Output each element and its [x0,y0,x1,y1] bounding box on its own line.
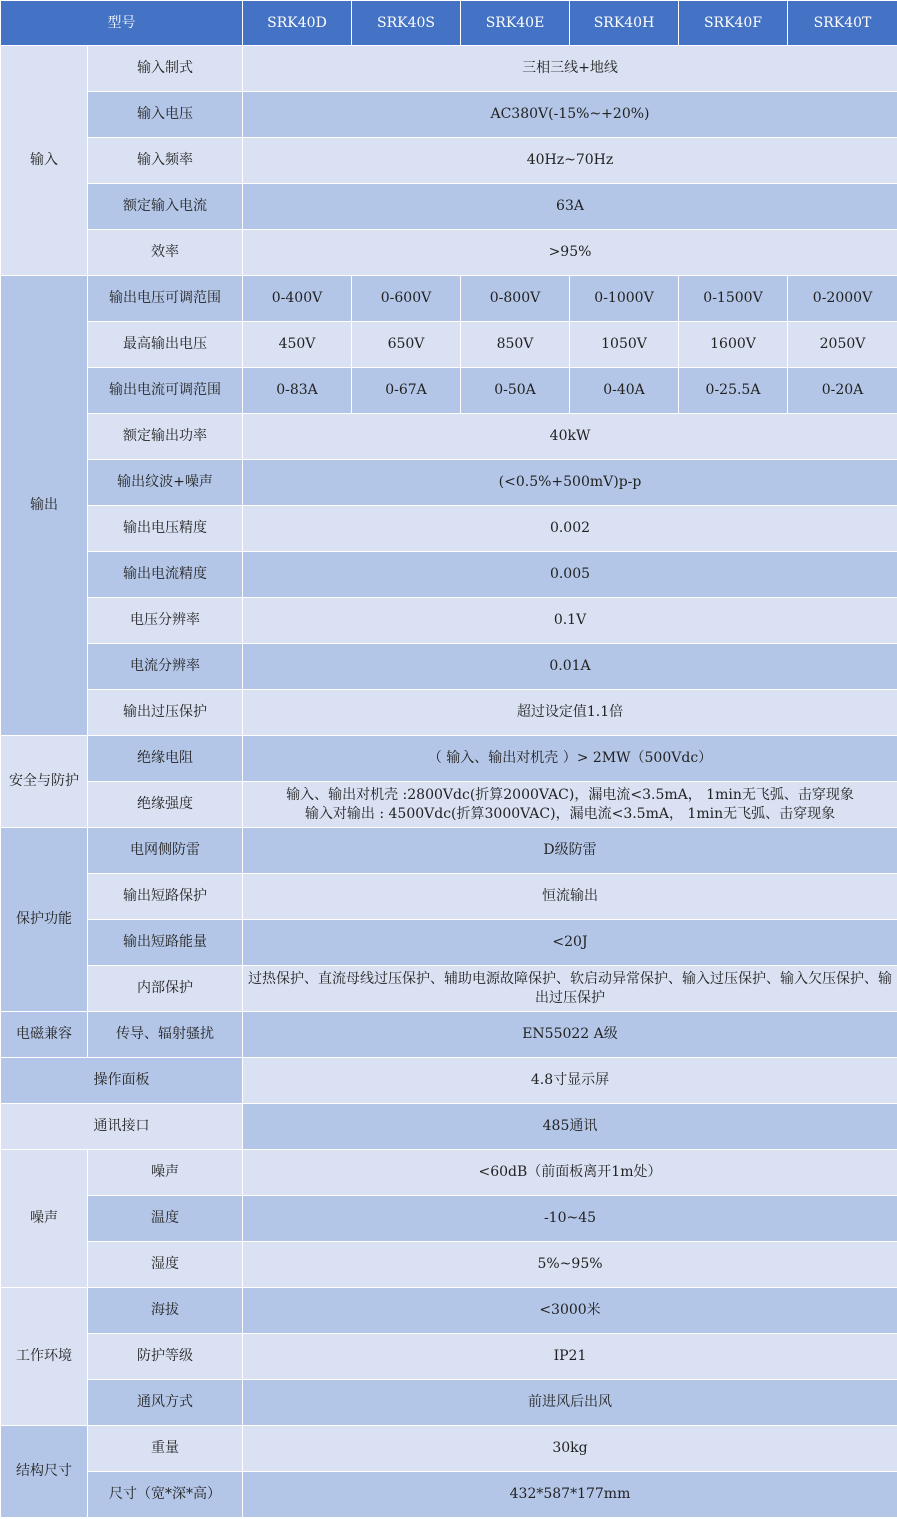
row-value: 0.002 [243,506,897,552]
category-output: 输出 [1,276,88,736]
model-value: 650V [352,322,461,368]
category-emc: 电磁兼容 [1,1012,88,1058]
table-row [1,46,897,92]
table-row [1,874,897,920]
category-environment: 工作环境 [1,1288,88,1426]
row-label: 额定输入电流 [88,184,243,230]
table-row [1,1426,897,1472]
row-label: 输出过压保护 [88,690,243,736]
row-label: 电压分辨率 [88,598,243,644]
row-value: （ 输入、输出对机壳 ）> 2MW（500Vdc） [243,736,897,782]
row-label: 输出纹波+噪声 [88,460,243,506]
row-label: 电网侧防雷 [88,828,243,874]
table-row [1,506,897,552]
category-safety: 安全与防护 [1,736,88,828]
row-label: 通讯接口 [1,1104,243,1150]
category-protection: 保护功能 [1,828,88,1012]
table-row [1,1150,897,1196]
table-row [1,1242,897,1288]
row-value: >95% [243,230,897,276]
row-label: 通风方式 [88,1380,243,1426]
table-row [1,966,897,1012]
table-row [1,460,897,506]
row-value: 0.01A [243,644,897,690]
row-label: 最高输出电压 [88,322,243,368]
model-value: 0-25.5A [679,368,788,414]
row-label: 绝缘电阻 [88,736,243,782]
row-label: 输出电流精度 [88,552,243,598]
row-value-multiline [243,782,897,828]
model-header: SRK40F [679,1,788,46]
row-label: 温度 [88,1196,243,1242]
row-value: 40kW [243,414,897,460]
model-header: SRK40S [352,1,461,46]
row-label: 额定输出功率 [88,414,243,460]
table-row [1,736,897,782]
table-row [1,1472,897,1518]
row-value: 63A [243,184,897,230]
model-value: 1050V [570,322,679,368]
model-value: 0-1500V [679,276,788,322]
table-row [1,920,897,966]
table-row [1,92,897,138]
model-value: 1600V [679,322,788,368]
model-value: 2050V [788,322,897,368]
row-value: 485通讯 [243,1104,897,1150]
row-value: <60dB（前面板离开1m处） [243,1150,897,1196]
table-row [1,782,897,828]
table-row [1,1288,897,1334]
table-row [1,276,897,322]
row-label: 湿度 [88,1242,243,1288]
table-row [1,414,897,460]
model-header: SRK40H [570,1,679,46]
table-row [1,1334,897,1380]
model-header: SRK40T [788,1,897,46]
model-value: 0-83A [243,368,352,414]
row-label: 输出短路保护 [88,874,243,920]
table-row [1,1196,897,1242]
row-value: <20J [243,920,897,966]
row-value: 前进风后出风 [243,1380,897,1426]
category-structure: 结构尺寸 [1,1426,88,1518]
row-label: 效率 [88,230,243,276]
row-label: 输出电流可调范围 [88,368,243,414]
model-value: 850V [461,322,570,368]
table-row [1,1012,897,1058]
row-value: 4.8寸显示屏 [243,1058,897,1104]
row-label: 操作面板 [1,1058,243,1104]
category-noise: 噪声 [1,1150,88,1288]
model-value: 0-2000V [788,276,897,322]
row-value: (<0.5%+500mV)p-p [243,460,897,506]
table-row [1,690,897,736]
row-label: 输入电压 [88,92,243,138]
model-value: 0-20A [788,368,897,414]
model-header-label: 型号 [1,1,243,46]
insulation-line-1: 输入、输出对机壳 :2800Vdc(折算2000VAC)，漏电流<3.5mA， 1min无飞弧、击穿现象 [286,786,854,803]
row-label: 输出电压精度 [88,506,243,552]
table-row [1,828,897,874]
row-label: 传导、辐射骚扰 [88,1012,243,1058]
row-value: 超过设定值1.1倍 [243,690,897,736]
table-row [1,1058,897,1104]
row-label: 输出电压可调范围 [88,276,243,322]
model-value: 0-800V [461,276,570,322]
model-header: SRK40D [243,1,352,46]
model-value: 450V [243,322,352,368]
row-label: 防护等级 [88,1334,243,1380]
row-label: 内部保护 [88,966,243,1012]
row-label: 噪声 [88,1150,243,1196]
row-label: 海拔 [88,1288,243,1334]
row-label: 绝缘强度 [88,782,243,828]
table-row [1,552,897,598]
model-header: SRK40E [461,1,570,46]
row-value: 432*587*177mm [243,1472,897,1518]
model-value: 0-600V [352,276,461,322]
table-row [1,322,897,368]
row-label: 尺寸（宽*深*高） [88,1472,243,1518]
table-row [1,1104,897,1150]
header-row [1,1,897,46]
row-value: EN55022 A级 [243,1012,897,1058]
table-row [1,368,897,414]
model-value: 0-40A [570,368,679,414]
row-value: 0.1V [243,598,897,644]
row-label: 输出短路能量 [88,920,243,966]
row-value: IP21 [243,1334,897,1380]
model-value: 0-1000V [570,276,679,322]
row-label: 电流分辨率 [88,644,243,690]
table-row [1,1380,897,1426]
model-value: 0-400V [243,276,352,322]
insulation-line-2: 输入对输出 : 4500Vdc(折算3000VAC)，漏电流<3.5mA， 1min无飞弧、击穿现象 [304,805,836,822]
model-value: 0-50A [461,368,570,414]
table-row [1,184,897,230]
table-row [1,644,897,690]
table-row [1,598,897,644]
row-value: 过热保护、直流母线过压保护、辅助电源故障保护、软启动异常保护、输入过压保护、输入欠压保护、输出过压保护 [243,966,897,1012]
category-input: 输入 [1,46,88,276]
row-value: 0.005 [243,552,897,598]
row-value: D级防雷 [243,828,897,874]
row-value: -10~45 [243,1196,897,1242]
row-label: 输入频率 [88,138,243,184]
row-value: AC380V(-15%~+20%) [243,92,897,138]
row-label: 输入制式 [88,46,243,92]
row-value: 30kg [243,1426,897,1472]
row-label: 重量 [88,1426,243,1472]
table-row [1,230,897,276]
table-row [1,138,897,184]
row-value: 5%~95% [243,1242,897,1288]
row-value: 三相三线+地线 [243,46,897,92]
row-value: 40Hz~70Hz [243,138,897,184]
row-value: 恒流输出 [243,874,897,920]
model-value: 0-67A [352,368,461,414]
row-value: <3000米 [243,1288,897,1334]
